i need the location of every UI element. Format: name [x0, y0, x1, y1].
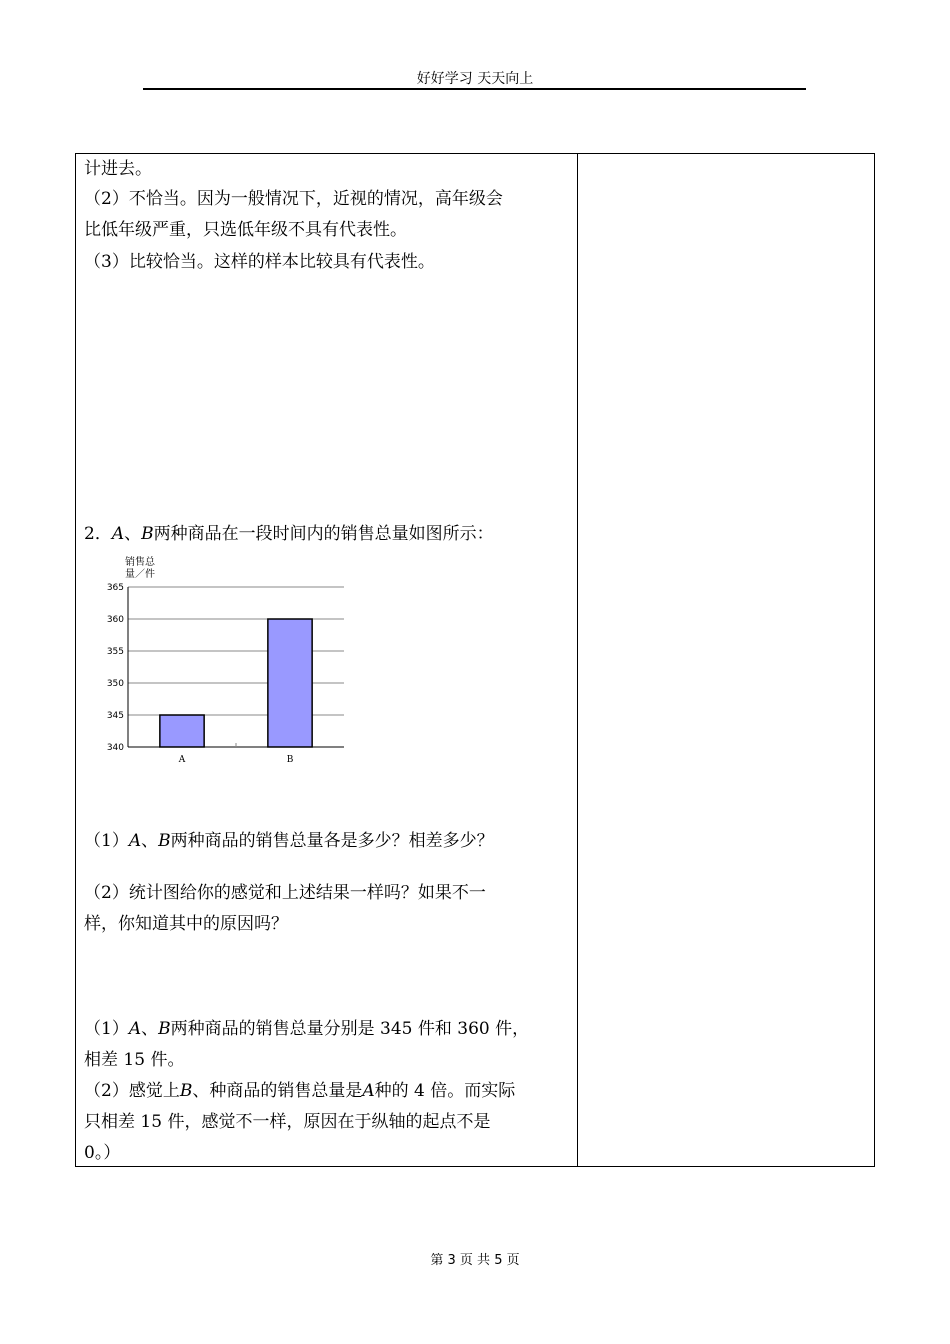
bar-A [160, 715, 204, 747]
answer-1 [84, 1019, 529, 1039]
question-text: 两种商品的销售总量各是多少？相差多少？ [170, 831, 494, 851]
answer-2 [84, 1081, 515, 1101]
text-line: （2）不恰当。因为一般情况下，近视的情况，高年级会 [84, 189, 503, 209]
text-line: 相差 15 件。 [84, 1050, 185, 1070]
text-line: 计进去。 [84, 159, 152, 179]
answer-text: 、种商品的销售总量是 [192, 1081, 363, 1101]
prefix: （1） [84, 1019, 129, 1039]
question-text: 两种商品在一段时间内的销售总量如图所示： [153, 524, 494, 544]
var-a: A [111, 524, 125, 544]
separator: 、 [141, 831, 159, 851]
x-tick-labels [178, 755, 294, 765]
question-2 [84, 524, 494, 544]
header-rule [143, 88, 806, 90]
var-b: B [179, 1081, 193, 1101]
y-tick-label: 345 [106, 711, 124, 721]
var-b: B [158, 1019, 171, 1039]
x-tick-label: A [178, 755, 186, 765]
var-b: B [158, 831, 171, 851]
question-2-1 [84, 831, 494, 851]
y-tick-label: 355 [106, 647, 124, 657]
prefix: （1） [84, 831, 129, 851]
text-line: （3）比较恰当。这样的样本比较具有代表性。 [84, 252, 435, 272]
answer-text: 两种商品的销售总量分别是 345 件和 360 件， [170, 1019, 530, 1039]
y-axis-label-1: 销售总 [125, 557, 155, 568]
bar-chart [90, 550, 360, 770]
page-footer: 第 3 页 共 5 页 [430, 1253, 520, 1268]
x-tick-label: B [286, 755, 294, 765]
y-tick-label: 365 [106, 583, 124, 593]
text-line: 0。） [84, 1143, 121, 1163]
text-line: （2）统计图给你的感觉和上述结果一样吗？如果不一 [84, 883, 486, 903]
var-b: B [141, 524, 154, 544]
y-tick-labels [107, 583, 124, 753]
page-header: 好好学习 天天向上 [416, 71, 534, 87]
separator: 、 [124, 524, 142, 544]
answer-text: 种的 4 倍。而实际 [374, 1081, 516, 1101]
separator: 、 [141, 1019, 159, 1039]
question-number: 2． [84, 524, 112, 544]
y-tick-label: 340 [106, 743, 124, 753]
prefix: （2）感觉上 [84, 1081, 180, 1101]
y-axis-label-2: 量／件 [125, 569, 155, 580]
var-a: A [128, 831, 142, 851]
y-tick-label: 360 [106, 615, 124, 625]
text-line: 比低年级严重，只选低年级不具有代表性。 [84, 220, 407, 240]
var-a: A [362, 1081, 375, 1101]
text-line: 样，你知道其中的原因吗？ [84, 914, 288, 934]
column-divider [577, 153, 578, 1167]
text-line: 只相差 15 件，感觉不一样，原因在于纵轴的起点不是 [84, 1112, 491, 1132]
var-a: A [128, 1019, 142, 1039]
bar-B [268, 619, 312, 747]
y-tick-label: 350 [106, 679, 124, 689]
